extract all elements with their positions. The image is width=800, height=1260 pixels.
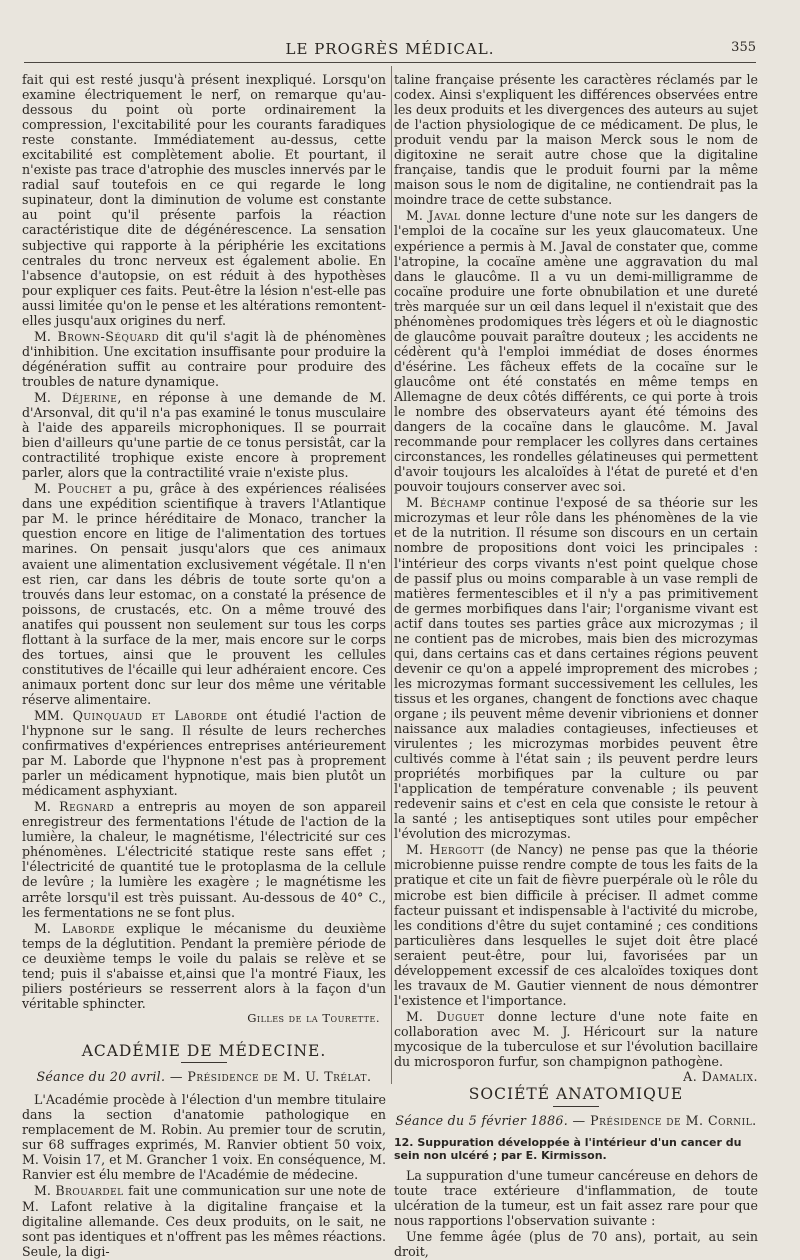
page-header bbox=[24, 36, 756, 63]
session-presidency: — Présidence de M. Cornil. bbox=[568, 1112, 757, 1128]
column-divider bbox=[391, 66, 392, 1084]
speaker-prefix: M. bbox=[34, 920, 62, 936]
article-paragraph bbox=[22, 72, 386, 328]
running-title: LE PROGRÈS MÉDICAL. bbox=[285, 40, 495, 58]
speaker-name: Brown-Séquard bbox=[57, 328, 160, 344]
paragraph-text: ont étudié l'action de l'hypnone sur le sang. Il résulte de leurs recherches confirmatives d'expériences entreprises antérieurement par M. Laborde que l'hypnone n'est pas à proprement parler un médicament hypnotique, mais bien plutôt un médicament asphyxiant. bbox=[22, 707, 386, 799]
speaker-name: Duguet bbox=[436, 1008, 485, 1024]
paragraph-text: dit qu'il s'agit là de phénomènes d'inhibition. Une excitation insuffisante pour produire la dégénération suffit au contraire pour produire des troubles de nature dynamique. bbox=[22, 328, 386, 389]
article-paragraph bbox=[394, 842, 758, 1008]
article-paragraph bbox=[22, 708, 386, 798]
paragraph-text: , en réponse à une demande de M. d'Arsonval, dit qu'il n'a pas examiné le tonus musculaire à l'aide des appareils microphoniques. Il se pourrait bien d'ailleurs qu'une partie de ce tonus persistât, car la contractilité trophique existe encore à proprement parler, alors que la contractilité vraie n'existe plus. bbox=[22, 389, 387, 481]
speaker-name: Béchamp bbox=[430, 495, 487, 511]
speaker-name: Pouchet bbox=[57, 481, 112, 497]
speaker-prefix: M. bbox=[34, 328, 58, 344]
speaker-name: Regnard bbox=[59, 799, 115, 815]
article-paragraph bbox=[22, 1092, 386, 1182]
paragraph-text: donne lecture d'une note sur les dangers de l'emploi de la cocaïne sur les yeux glaucomateux. Une expérience a permis à M. Javal de constater que, comme l'atropine, la cocaïne amène une aggravation du mal dans le glaucôme. Il a vu un demi-milligramme de cocaïne produire une forte obnubilation et une dureté très marquée sur un œil dans lequel il n'existait que des phénomènes prodomiques très légers et où le diagnostic de glaucôme pouvait paraître douteux ; les accidents ne cédèrent qu'à l'emploi immédiat de doses énormes d'ésérine. Les fâcheux effets de la cocaïne sur le glaucôme ont été constatés en même temps en Allemagne de deux côtés différents, ce qui porte à trois le nombre des observateurs ayant été témoins des dangers de la cocaïne dans le glaucôme. M. Javal recommande pour remplacer les collyres dans certaines circonstances, les rondelles gélatineuses qui permettent d'avoir toujours les alcaloïdes à l'état de pureté et d'en pouvoir toujours conserver avec soi. bbox=[394, 208, 758, 495]
article-paragraph bbox=[394, 72, 758, 207]
article-paragraph bbox=[22, 329, 386, 389]
speaker-prefix: M. bbox=[34, 389, 62, 405]
speaker-prefix: M. bbox=[406, 208, 429, 224]
session-line bbox=[394, 1113, 758, 1128]
speaker-name: Hergott bbox=[429, 842, 484, 858]
article-paragraph bbox=[22, 1183, 386, 1258]
paragraph-text: a pu, grâce à des expériences réalisées dans une expédition scientifique à travers l'Atlantique par M. le prince héréditaire de Monaco, trancher la question encore en litige de l'alimentation des tortues marines. On pensait jusqu'alors que ces animaux avaient une alimentation exclusivement végétale. Il n'en est rien, car dans les débris de toute sorte qu'on a trouvés dans leur estomac, on a constaté la présence de poissons, de crustacés, etc. On a même trouvé des anatifes qui poussent non seulement sur tous les corps flottant à la surface de la mer, mais encore sur le corps des tortues, ainsi que le prouvent les cellules constitutives de l'écaille qui leur adhéraient encore. Ces animaux portent donc sur leur dos même une véritable réserve alimentaire. bbox=[22, 481, 386, 707]
speaker-prefix: M. bbox=[34, 799, 60, 815]
article-paragraph bbox=[394, 1008, 758, 1085]
speaker-prefix: M. bbox=[406, 842, 430, 858]
section-heading: ACADÉMIE DE MÉDECINE. bbox=[81, 1041, 327, 1060]
speaker-name: Laborde bbox=[61, 920, 116, 936]
session-line bbox=[22, 1069, 386, 1084]
article-paragraph bbox=[22, 481, 386, 707]
paragraph-text: L'Académie procède à l'élection d'un membre titulaire dans la section d'anatomie pathologique en remplacement de M. Robin. Au premier tour de scrutin, sur 68 suffrages exprimés, M. Ranvier obtient 50 voix, M. Voisin 17, et M. Grancher 1 voix. En conséquence, M. Ranvier est élu membre de l'Académie de médecine. bbox=[22, 1092, 386, 1183]
speaker-prefix: M. bbox=[406, 1008, 437, 1024]
section-rule bbox=[553, 1106, 599, 1107]
paragraph-text: donne lecture d'une note faite en collaboration avec M. J. Héricourt sur la nature mycosique de la tuberculose et sur l'évolution bacillaire du microsporon furfur, son champignon pathogène. bbox=[394, 1008, 758, 1070]
paragraph-text: La suppuration d'une tumeur cancéreuse en dehors de toute trace extérieure d'inflammation, de toute ulcération de la tumeur, est un fait assez rare pour que nous rapportions l'observation suivante : bbox=[394, 1168, 758, 1229]
article-paragraph bbox=[22, 390, 386, 480]
article-paragraph bbox=[22, 799, 386, 919]
speaker-name: Déjerine bbox=[61, 389, 118, 405]
speaker-prefix: MM. bbox=[34, 707, 73, 723]
item-heading: 12. Suppuration développée à l'intérieur d'un cancer du sein non ulcéré ; par E. Kirmisson. bbox=[394, 1135, 742, 1162]
section-heading: SOCIÉTÉ ANATOMIQUE bbox=[468, 1085, 684, 1104]
paragraph-text: continue l'exposé de sa théorie sur les microzymas et leur rôle dans les phénomènes de la vie et de la nutrition. Il résume son discours en un certain nombre de propositions dont voici les principales : l'intérieur des corps vivants n'est point quelque chose de passif plus ou moins comparable à un vase rempli de matières fermentescibles et il n'y a pas primitivement de germes morbifiques dans l'air; l'organisme vivant est actif dans toutes ses parties grâce aux microzymas ; il ne contient pas de microbes, mais bien des microzymas qui, dans certains cas et dans certaines régions peuvent devenir ce qu'on a appelé improprement des microbes ; les microzymas formant successivement les cellules, les tissus et les organes, changent de fonctions avec chaque organe ; ils peuvent même devenir vibrioniens et donner naissance aux maladies contagieuses, infectieuses et virulentes ; les microzymas morbides peuvent être cultivés comme à l'état sain ; ils peuvent perdre leurs propriétés morbifiques par la culture ou par l'application de température convenable ; ils peuvent redevenir sains et c'est en cela que consiste le retour à la santé ; les antiseptiques sont utiles pour empêcher l'évolution des microzymas. bbox=[394, 495, 758, 842]
right-column bbox=[394, 72, 758, 1260]
section-rule bbox=[181, 1062, 227, 1063]
speaker-prefix: M. bbox=[34, 1183, 56, 1199]
session-presidency: — Présidence de M. U. Trélat. bbox=[165, 1069, 372, 1085]
paragraph-text: fait une communication sur une note de M. Lafont relative à la digitaline française et la digitaline allemande. Ces deux produits, on le sait, ne sont pas identiques et n'offrent pas les mêmes réactions. Seule, la digi- bbox=[22, 1183, 386, 1259]
left-column bbox=[22, 72, 386, 1260]
paragraph-text: (de Nancy) ne pense pas que la théorie microbienne puisse rendre compte de tous les faits de la pratique et cite un fait de fièvre puerpérale où le rôle du microbe est bien difficile à préciser. Il admet comme facteur puissant et indispensable à l'activité du microbe, les conditions d'être du sujet contaminé ; ces conditions particulières dans lesquelles le sujet doit être placé seraient peut-être, pour lui, favorisées par un développement excessif de ces alcaloïdes toxiques dont les travaux de M. Gautier viennent de nous démontrer l'existence et l'importance. bbox=[394, 842, 758, 1008]
speaker-name: Quinquaud et Laborde bbox=[72, 707, 228, 723]
speaker-prefix: M. bbox=[406, 495, 431, 511]
paragraph-text: explique le mécanisme du deuxième temps de la déglutition. Pendant la première période de ce deuxième temps le voile du palais se relève et se tend; puis il s'abaisse et,ainsi que l'a montré Fiaux, les piliers postérieurs se resserrent alors à la façon d'un véritable sphincter. bbox=[22, 920, 386, 1011]
speaker-name: Javal bbox=[428, 208, 461, 224]
article-paragraph bbox=[394, 1168, 758, 1228]
paragraph-text: fait qui est resté jusqu'à présent inexpliqué. Lorsqu'on examine électriquement le nerf, on remarque qu'au-dessous du point où porte ordinairement la compression, l'excitabilité pour les courants faradiques reste constante. Immédiatement au-dessus, cette excitabilité est complètement abolie. Et pourtant, il n'existe pas trace d'atrophie des muscles innervés par le radial sauf toutefois en ce qui regarde le long supinateur, dont la diminution de volume est constante au point qu'il présente parfois la réaction caractéristique dite de dégénérescence. La sensation subjective qui rapporte à la périphérie les excitations centrales du tronc nerveux est également abolie. En l'absence d'autopsie, on est réduit à des hypothèses pour expliquer ces faits. Peut-être la lésion n'est-elle pas aussi limitée qu'on le pense et les altérations remontent-elles jusqu'aux origines du nerf. bbox=[22, 72, 386, 328]
session-date: Séance du 20 avril. bbox=[36, 1069, 166, 1085]
author-signature: A. Damalix. bbox=[683, 1069, 758, 1085]
article-paragraph bbox=[394, 495, 758, 841]
article-paragraph bbox=[22, 921, 386, 1011]
paragraph-text: a entrepris au moyen de son appareil enregistreur des fermentations l'étude de l'action de la lumière, la chaleur, le magnétisme, l'électricité sur ces phénomènes. L'électricité statique reste sans effet ; l'électricité de quantité tue le protoplasma de la cellule de levûre ; la lumière les exagère ; le magnétisme les arrête lorsqu'il est très puissant. Au-dessous de 40° C., les fermentations ne se font plus. bbox=[22, 799, 386, 920]
paragraph-text: Une femme âgée (plus de 70 ans), portait, au sein droit, bbox=[394, 1229, 758, 1260]
paragraph-text: taline française présente les caractères réclamés par le codex. Ainsi s'expliquent les différences observées entre les deux produits et les divergences des auteurs au sujet de l'action physiologique de ce médicament. De plus, le produit vendu par la maison Merck sous le nom de digitoxine ne serait autre chose que la digitaline française, tandis que le produit fourni par la même maison sous le nom de digitaline, ne contiendrait pas la moindre trace de cette substance. bbox=[394, 72, 758, 208]
article-paragraph bbox=[394, 208, 758, 494]
page-number: 355 bbox=[731, 40, 756, 55]
article-paragraph bbox=[394, 1229, 758, 1259]
session-date: Séance du 5 février 1886. bbox=[395, 1112, 569, 1128]
speaker-name: Brouardel bbox=[55, 1183, 124, 1199]
author-signature: Gilles de la Tourette. bbox=[247, 1010, 380, 1025]
speaker-prefix: M. bbox=[34, 481, 58, 497]
